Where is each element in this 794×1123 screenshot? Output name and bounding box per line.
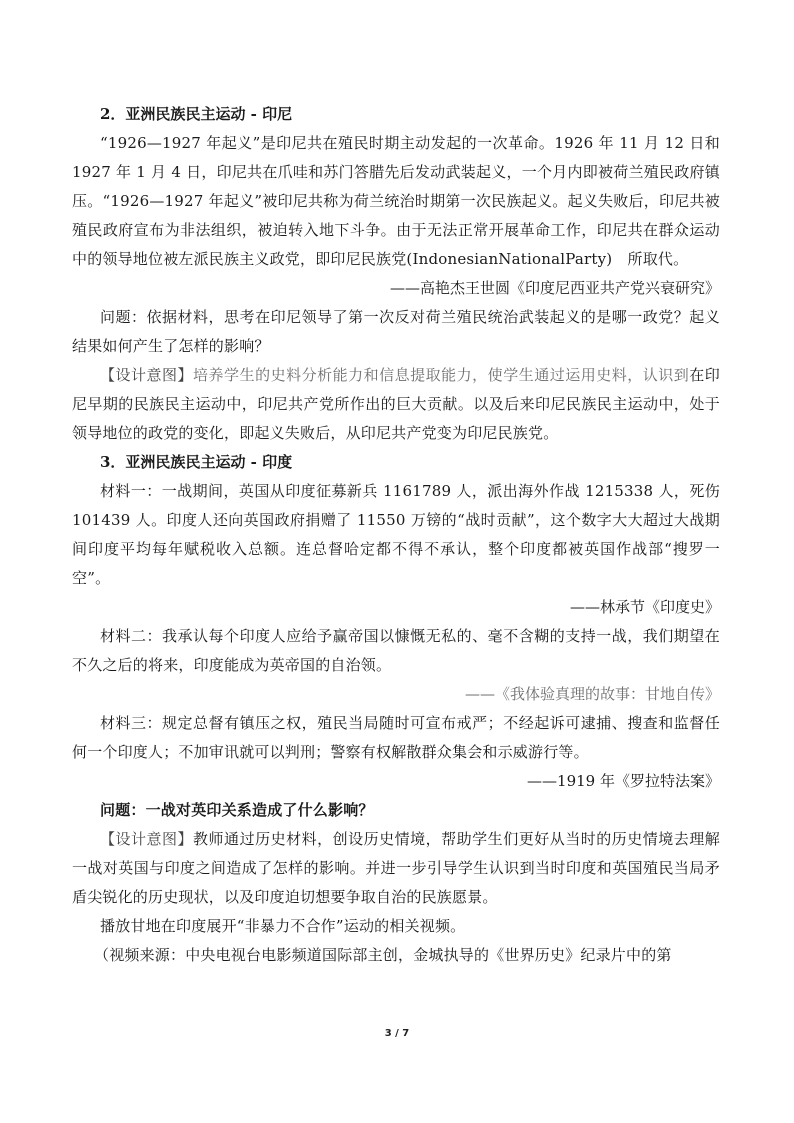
question-paragraph: 问题：依据材料，思考在印尼领导了第一次反对荷兰殖民统治武装起义的是哪一政党？起义结果如何产生了怎样的影响？ — [72, 308, 720, 355]
section-heading-india: 3．亚洲民族民主运动 - 印度 — [100, 453, 293, 471]
design-intent-gray-text: 培养学生的史料分析能力和信息提取能力，使学生通过运用史料，认识到 — [193, 366, 690, 384]
material-paragraph: “1926—1927 年起义”是印尼共在殖民时期主动发起的一次革命。1926 年 11 月 12 日和 1927 年 1 月 4 日，印尼共在爪哇和苏门答腊先后发动武装起义，一个月内即被荷兰殖民政府镇压。“1926—1927 年起义”被印尼共称为荷兰统治时期第一次民族起义。起义失败后，印尼共被殖民政府宣布为非法组织，被迫转入地下斗争。由于无法正常开展革命工作，印尼共在群众运动中的领导地位被左派民族主义政党，即印尼民族党(IndonesianNationalParty) 所取代。 — [72, 134, 720, 268]
design-intent-india-tag: 【设计意图】 — [100, 830, 194, 848]
design-intent-text: 在印尼早期的民族民主运动中，印尼共产党所作出的巨大贡献。以及后来印尼民族民主运动中，处于领导地位的政党的变化，即起义失败后，从印尼共产党变为印尼民族党。 — [72, 366, 721, 442]
design-intent-tag: 【设计意图】 — [100, 366, 194, 384]
source-citation-three: ——1919 年《罗拉特法案》 — [527, 772, 720, 790]
page-content — [72, 100, 720, 970]
material-one-paragraph: 材料一：一战期间，英国从印度征募新兵 1161789 人，派出海外作战 1215338 人，死伤 101439 人。印度人还向英国政府捐赠了 11550 万镑的“战时贡献”，这个数字大大超过大战期间印度平均每年赋税收入总额。连总督哈定都不得不承认，整个印度都被英国作战部“搜罗一空”。 — [72, 482, 720, 587]
question-india: 问题：一战对英印关系造成了什么影响？ — [100, 801, 374, 819]
material-two-paragraph: 材料二：我承认每个印度人应给予赢帝国以慷慨无私的、毫不含糊的支持一战，我们期望在不久之后的将来，印度能成为英帝国的自治领。 — [72, 627, 720, 674]
source-citation-one: ——林承节《印度史》 — [569, 598, 720, 616]
video-source-paragraph: （视频来源：中央电视台电影频道国际部主创，金城执导的《世界历史》纪录片中的第 — [94, 946, 672, 964]
design-intent-paragraph — [72, 361, 720, 448]
design-intent-india-paragraph — [72, 825, 720, 912]
video-paragraph: 播放甘地在印度展开“非暴力不合作”运动的相关视频。 — [100, 917, 466, 935]
source-citation-two: ——《我体验真理的故事：甘地自传》 — [464, 685, 720, 703]
section-heading-indonesia: 2．亚洲民族民主运动 - 印尼 — [100, 105, 293, 123]
page-number: 3 / 7 — [384, 1028, 410, 1039]
material-three-paragraph: 材料三：规定总督有镇压之权，殖民当局随时可宣布戒严；不经起诉可逮捕、搜查和监督任何一个印度人；不加审讯就可以判刑；警察有权解散群众集会和示威游行等。 — [72, 714, 720, 761]
design-intent-india-text: 教师通过历史材料，创设历史情境，帮助学生们更好从当时的历史情境去理解一战对英国与印度之间造成了怎样的影响。并进一步引导学生认识到当时印度和英国殖民当局矛盾尖锐化的历史现状，以及印度迫切想要争取自治的民族愿景。 — [72, 830, 720, 906]
source-citation: ——高艳杰王世圆《印度尼西亚共产党兴衰研究》 — [389, 279, 720, 297]
